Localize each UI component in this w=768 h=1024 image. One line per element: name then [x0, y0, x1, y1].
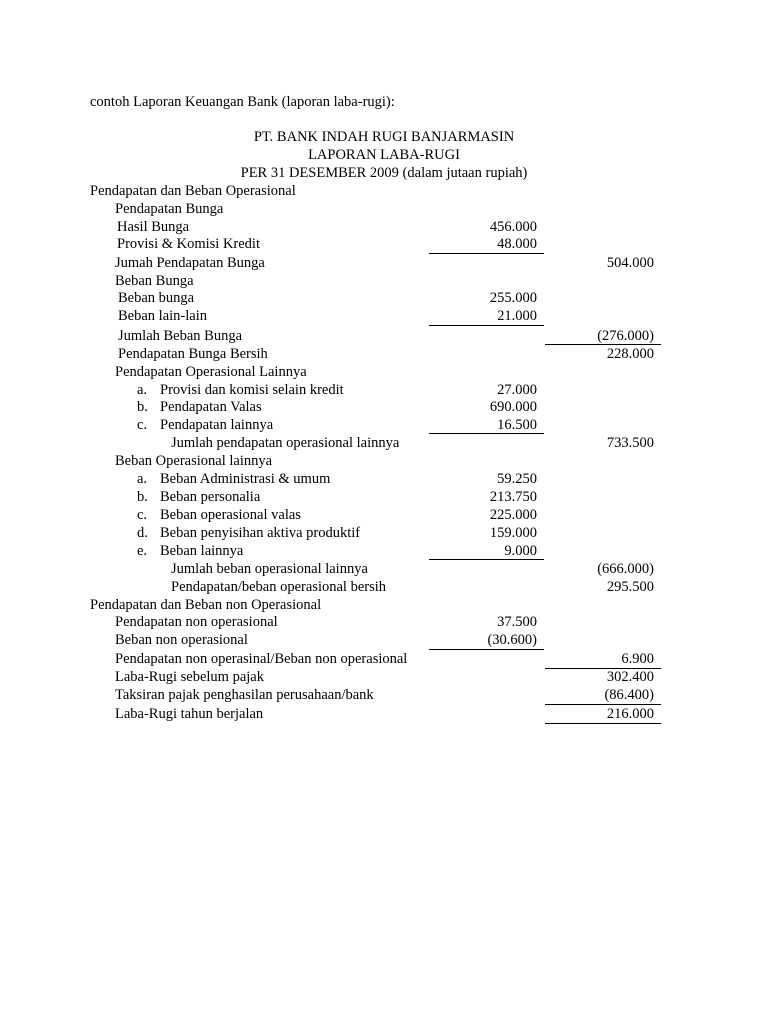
non-op-net-value: 6.900	[621, 651, 654, 667]
beban-op-lain-heading: Beban Operasional lainnya	[115, 453, 273, 469]
line-item-value: 16.500	[497, 417, 537, 433]
total-value: 733.500	[606, 435, 654, 451]
item-letter: a.	[137, 471, 148, 487]
total-rule	[545, 344, 661, 345]
subtotal-rule	[429, 559, 544, 560]
intro-text: contoh Laporan Keuangan Bank (laporan laba-rugi):	[90, 94, 395, 110]
line-item-label: Provisi dan komisi selain kredit	[160, 382, 344, 398]
report-title: LAPORAN LABA-RUGI	[308, 147, 460, 163]
sebelum-pajak-value: 302.400	[606, 669, 654, 685]
line-item-value: (30.600)	[487, 632, 537, 648]
non-op-net-label: Pendapatan non operasinal/Beban non operasional	[115, 651, 408, 667]
total-label: Jumah Pendapatan Bunga	[115, 255, 265, 271]
bunga-bersih-value: 228.000	[606, 346, 654, 362]
line-item-value: 690.000	[489, 399, 537, 415]
total-label: Jumlah pendapatan operasional lainnya	[171, 435, 400, 451]
pajak-label: Taksiran pajak penghasilan perusahaan/bank	[115, 687, 374, 703]
item-letter: c.	[137, 507, 148, 523]
line-item-value: 9.000	[504, 543, 537, 559]
op-bersih-value: 295.500	[606, 579, 654, 595]
line-item-label: Hasil Bunga	[117, 219, 190, 235]
item-letter: c.	[137, 417, 148, 433]
line-item-label: Pendapatan non operasional	[115, 614, 278, 630]
line-item-value: 225.000	[489, 507, 537, 523]
op-bersih-label: Pendapatan/beban operasional bersih	[171, 579, 387, 595]
subtotal-rule	[429, 325, 544, 326]
line-item-value: 27.000	[497, 382, 537, 398]
pendapatan-op-lain-heading: Pendapatan Operasional Lainnya	[115, 364, 307, 380]
company-name: PT. BANK INDAH RUGI BANJARMASIN	[253, 129, 515, 145]
line-item-label: Beban personalia	[160, 489, 261, 505]
line-item-label: Beban bunga	[118, 290, 195, 306]
total-rule	[545, 723, 661, 724]
total-rule	[545, 704, 661, 705]
total-value: 504.000	[606, 255, 654, 271]
subtotal-rule	[429, 649, 544, 650]
tahun-berjalan-label: Laba-Rugi tahun berjalan	[115, 706, 264, 722]
section-non-operasional: Pendapatan dan Beban non Operasional	[90, 597, 322, 613]
report-period: PER 31 DESEMBER 2009 (dalam jutaan rupiah)	[240, 165, 528, 181]
item-letter: b.	[137, 489, 148, 505]
item-letter: a.	[137, 382, 148, 398]
total-label: Jumlah Beban Bunga	[118, 328, 243, 344]
line-item-label: Pendapatan lainnya	[160, 417, 274, 433]
item-letter: b.	[137, 399, 148, 415]
item-letter: d.	[137, 525, 148, 541]
item-letter: e.	[137, 543, 148, 559]
line-item-value: 21.000	[497, 308, 537, 324]
line-item-label: Beban operasional valas	[160, 507, 301, 523]
line-item-label: Beban lainnya	[160, 543, 244, 559]
subtotal-rule	[429, 253, 544, 254]
pajak-value: (86.400)	[604, 687, 654, 703]
total-value: (276.000)	[597, 328, 654, 344]
line-item-label: Beban Administrasi & umum	[160, 471, 331, 487]
tahun-berjalan-value: 216.000	[606, 706, 654, 722]
beban-bunga-heading: Beban Bunga	[115, 273, 194, 289]
line-item-value: 255.000	[489, 290, 537, 306]
line-item-value: 213.750	[489, 489, 537, 505]
line-item-value: 59.250	[497, 471, 537, 487]
line-item-value: 48.000	[497, 236, 537, 252]
line-item-value: 159.000	[489, 525, 537, 541]
sebelum-pajak-label: Laba-Rugi sebelum pajak	[115, 669, 264, 685]
line-item-label: Provisi & Komisi Kredit	[117, 236, 260, 252]
pendapatan-bunga-heading: Pendapatan Bunga	[115, 201, 224, 217]
total-label: Jumlah beban operasional lainnya	[171, 561, 368, 577]
line-item-label: Beban non operasional	[115, 632, 248, 648]
subtotal-rule	[429, 433, 544, 434]
total-value: (666.000)	[597, 561, 654, 577]
line-item-value: 456.000	[489, 219, 537, 235]
section-operasional: Pendapatan dan Beban Operasional	[90, 183, 296, 199]
line-item-value: 37.500	[497, 614, 537, 630]
line-item-label: Beban lain-lain	[118, 308, 207, 324]
line-item-label: Pendapatan Valas	[160, 399, 262, 415]
line-item-label: Beban penyisihan aktiva produktif	[160, 525, 361, 541]
bunga-bersih-label: Pendapatan Bunga Bersih	[118, 346, 268, 362]
